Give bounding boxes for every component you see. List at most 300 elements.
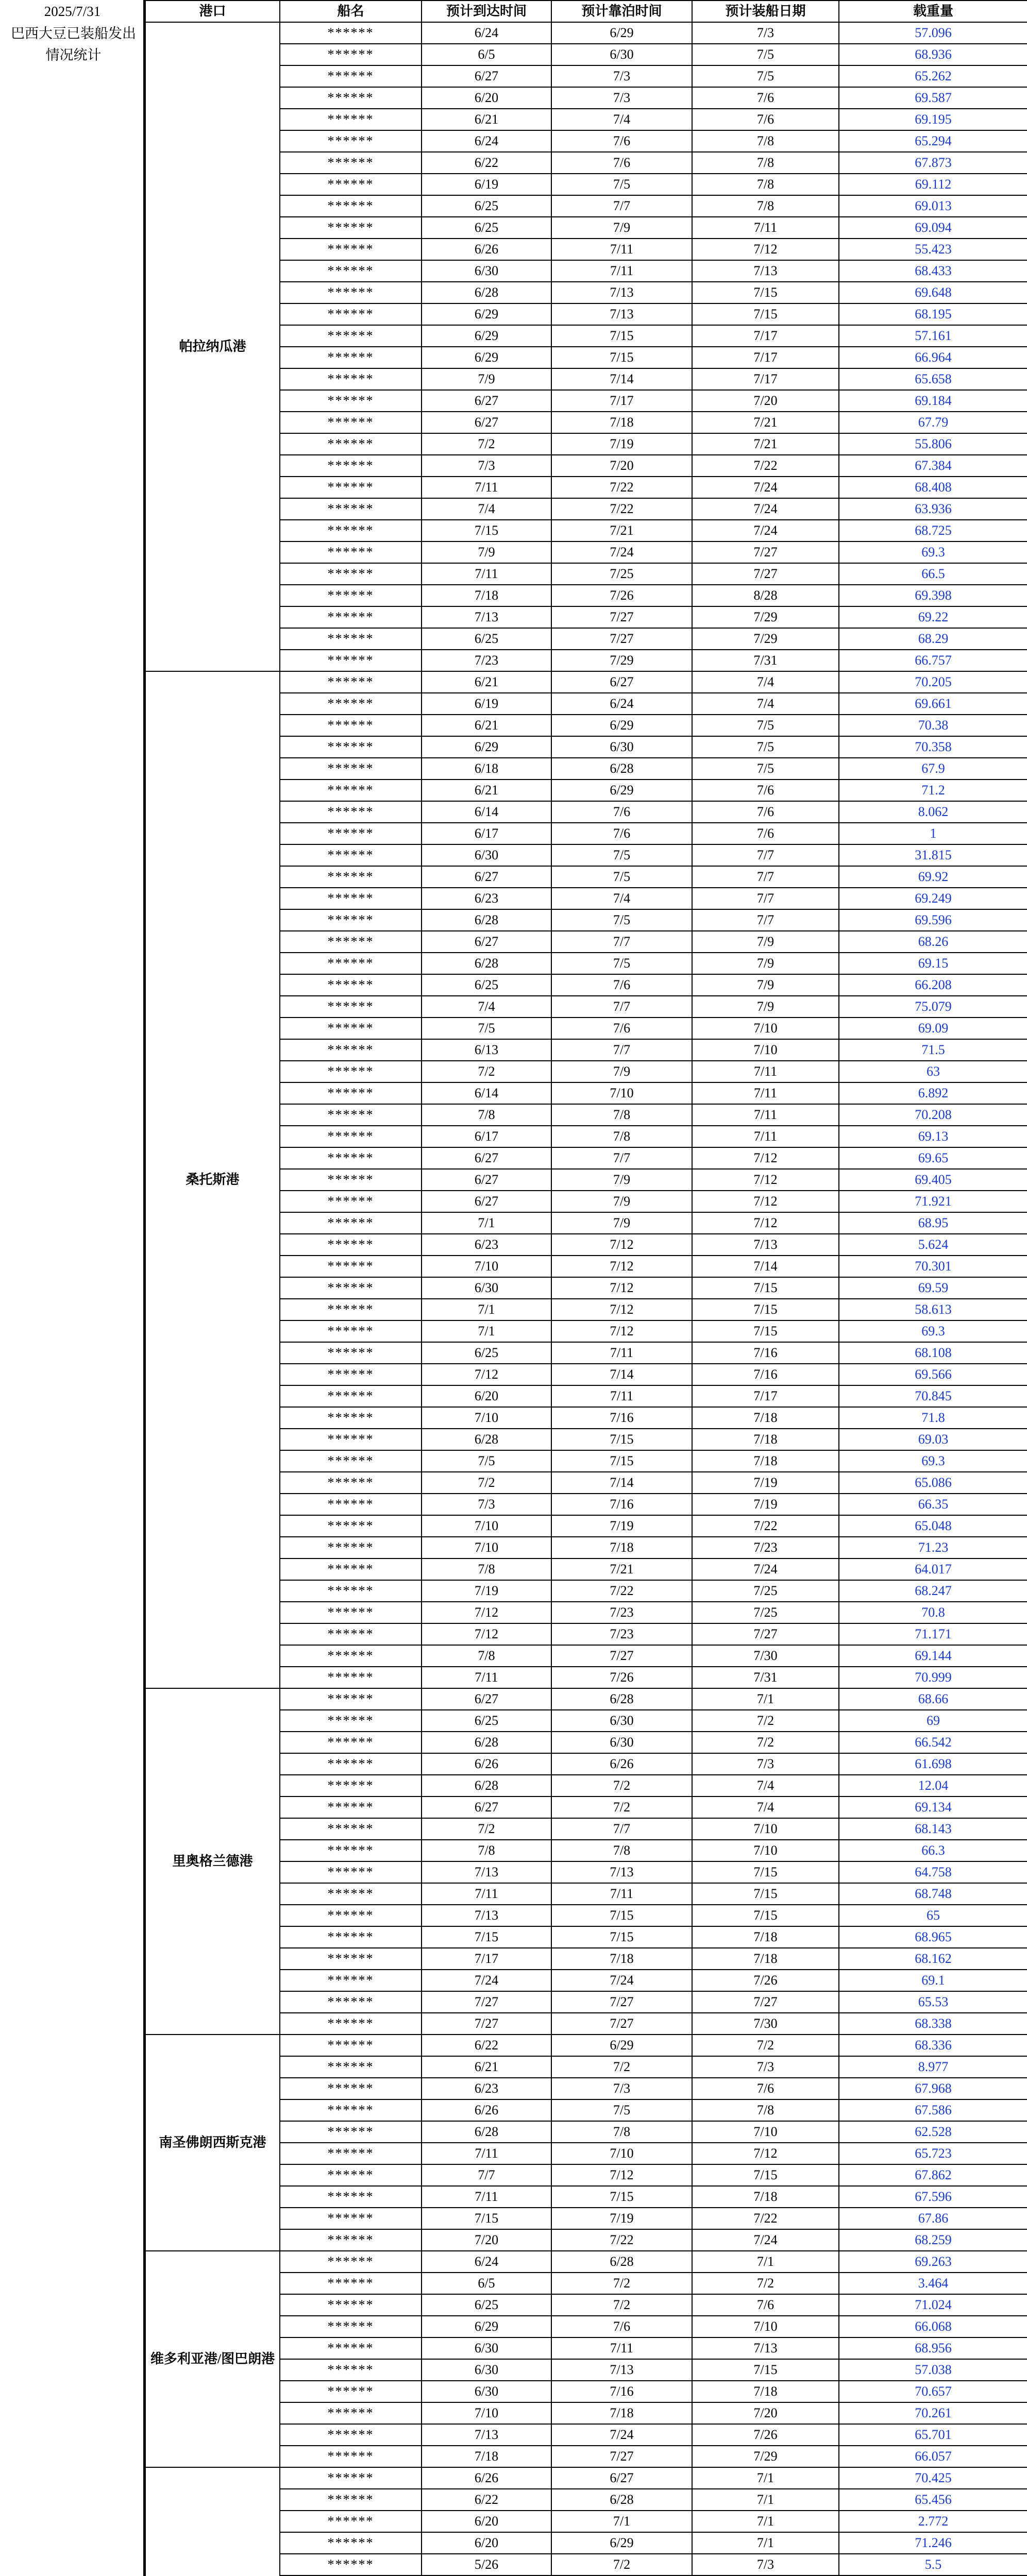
loading-date: 7/15 bbox=[692, 2164, 839, 2186]
report-date: 2025/7/31 bbox=[44, 4, 101, 19]
loading-date: 7/3 bbox=[692, 22, 839, 44]
arrival-date: 7/2 bbox=[422, 1472, 551, 1494]
berth-date: 7/13 bbox=[551, 282, 692, 303]
ship-name: ****** bbox=[280, 1861, 422, 1883]
loading-date: 7/24 bbox=[692, 2229, 839, 2251]
arrival-date: 7/2 bbox=[422, 433, 551, 455]
arrival-date: 7/2 bbox=[422, 1818, 551, 1840]
volume-value: 67.384 bbox=[839, 455, 1027, 477]
loading-date: 7/8 bbox=[692, 174, 839, 195]
loading-date: 7/6 bbox=[692, 109, 839, 130]
volume-value: 8.977 bbox=[839, 2056, 1027, 2078]
table-header-row bbox=[145, 1, 1027, 22]
arrival-date: 6/19 bbox=[422, 174, 551, 195]
loading-date: 7/12 bbox=[692, 1212, 839, 1234]
berth-date: 6/29 bbox=[551, 779, 692, 801]
arrival-date: 6/19 bbox=[422, 693, 551, 715]
berth-date: 7/6 bbox=[551, 1018, 692, 1039]
ship-name: ****** bbox=[280, 347, 422, 368]
loading-date: 7/9 bbox=[692, 953, 839, 974]
ship-name: ****** bbox=[280, 2208, 422, 2229]
berth-date: 7/8 bbox=[551, 1104, 692, 1126]
loading-date: 7/14 bbox=[692, 1256, 839, 1277]
arrival-date: 7/27 bbox=[422, 1991, 551, 2013]
berth-date: 7/11 bbox=[551, 239, 692, 260]
ship-name: ****** bbox=[280, 260, 422, 282]
berth-date: 7/27 bbox=[551, 2446, 692, 2467]
loading-date: 7/18 bbox=[692, 1948, 839, 1970]
arrival-date: 7/4 bbox=[422, 498, 551, 520]
volume-value: 69.263 bbox=[839, 2251, 1027, 2273]
volume-value: 69.587 bbox=[839, 87, 1027, 109]
berth-date: 7/16 bbox=[551, 2381, 692, 2402]
arrival-date: 5/26 bbox=[422, 2554, 551, 2575]
arrival-date: 6/29 bbox=[422, 347, 551, 368]
arrival-date: 7/8 bbox=[422, 1558, 551, 1580]
loading-date: 7/6 bbox=[692, 801, 839, 823]
loading-date: 7/6 bbox=[692, 2294, 839, 2316]
ship-name: ****** bbox=[280, 2294, 422, 2316]
volume-value: 5.5 bbox=[839, 2554, 1027, 2575]
volume-value: 69.03 bbox=[839, 1429, 1027, 1450]
volume-value: 67.9 bbox=[839, 758, 1027, 779]
volume-value: 65.048 bbox=[839, 1515, 1027, 1537]
header-arrival: 预计到达时间 bbox=[422, 1, 551, 22]
left-column bbox=[0, 0, 145, 2576]
berth-date: 7/15 bbox=[551, 325, 692, 347]
volume-value: 66.542 bbox=[839, 1732, 1027, 1753]
volume-value: 58.613 bbox=[839, 1299, 1027, 1320]
volume-value: 65.456 bbox=[839, 2489, 1027, 2511]
berth-date: 6/26 bbox=[551, 1753, 692, 1775]
arrival-date: 6/5 bbox=[422, 2273, 551, 2294]
arrival-date: 7/5 bbox=[422, 1018, 551, 1039]
arrival-date: 6/30 bbox=[422, 844, 551, 866]
volume-value: 68.336 bbox=[839, 2035, 1027, 2056]
volume-value: 69.92 bbox=[839, 866, 1027, 888]
loading-date: 7/6 bbox=[692, 823, 839, 844]
ship-name: ****** bbox=[280, 174, 422, 195]
loading-date: 7/15 bbox=[692, 282, 839, 303]
loading-date: 7/21 bbox=[692, 412, 839, 433]
arrival-date: 6/25 bbox=[422, 628, 551, 650]
berth-date: 7/17 bbox=[551, 390, 692, 412]
arrival-date: 7/15 bbox=[422, 2208, 551, 2229]
loading-date: 7/19 bbox=[692, 1472, 839, 1494]
loading-date: 7/11 bbox=[692, 1104, 839, 1126]
arrival-date: 6/27 bbox=[422, 1191, 551, 1212]
loading-date: 7/12 bbox=[692, 2143, 839, 2164]
arrival-date: 7/13 bbox=[422, 1905, 551, 1926]
volume-value: 69.112 bbox=[839, 174, 1027, 195]
volume-value: 69.144 bbox=[839, 1645, 1027, 1667]
loading-date: 7/25 bbox=[692, 1602, 839, 1623]
volume-value: 65.294 bbox=[839, 130, 1027, 152]
berth-date: 6/28 bbox=[551, 2251, 692, 2273]
berth-date: 7/26 bbox=[551, 585, 692, 606]
arrival-date: 6/20 bbox=[422, 2532, 551, 2554]
berth-date: 7/5 bbox=[551, 909, 692, 931]
ship-name: ****** bbox=[280, 195, 422, 217]
volume-value: 67.873 bbox=[839, 152, 1027, 174]
ship-name: ****** bbox=[280, 412, 422, 433]
volume-value: 68.95 bbox=[839, 1212, 1027, 1234]
ship-name: ****** bbox=[280, 2186, 422, 2208]
loading-date: 7/8 bbox=[692, 2099, 839, 2121]
volume-value: 68.108 bbox=[839, 1342, 1027, 1364]
ship-name: ****** bbox=[280, 1320, 422, 1342]
volume-value: 69.3 bbox=[839, 1450, 1027, 1472]
loading-date: 7/20 bbox=[692, 2402, 839, 2424]
berth-date: 7/2 bbox=[551, 2294, 692, 2316]
berth-date: 7/24 bbox=[551, 1970, 692, 1991]
loading-date: 7/7 bbox=[692, 909, 839, 931]
volume-value: 69.1 bbox=[839, 1970, 1027, 1991]
ship-name: ****** bbox=[280, 715, 422, 736]
ship-name: ****** bbox=[280, 866, 422, 888]
berth-date: 7/12 bbox=[551, 2164, 692, 2186]
berth-date: 7/6 bbox=[551, 974, 692, 996]
berth-date: 7/9 bbox=[551, 1061, 692, 1082]
berth-date: 7/1 bbox=[551, 2511, 692, 2532]
loading-date: 7/24 bbox=[692, 520, 839, 541]
volume-value: 67.586 bbox=[839, 2099, 1027, 2121]
loading-date: 7/17 bbox=[692, 1385, 839, 1407]
volume-value: 66.964 bbox=[839, 347, 1027, 368]
ship-name: ****** bbox=[280, 801, 422, 823]
ship-name: ****** bbox=[280, 1667, 422, 1688]
loading-date: 7/17 bbox=[692, 347, 839, 368]
ship-name: ****** bbox=[280, 1970, 422, 1991]
volume-value: 70.358 bbox=[839, 736, 1027, 758]
arrival-date: 7/9 bbox=[422, 541, 551, 563]
arrival-date: 6/25 bbox=[422, 217, 551, 239]
volume-value: 5.624 bbox=[839, 1234, 1027, 1256]
berth-date: 7/7 bbox=[551, 1147, 692, 1169]
arrival-date: 7/19 bbox=[422, 1580, 551, 1602]
loading-date: 7/18 bbox=[692, 1450, 839, 1472]
arrival-date: 7/11 bbox=[422, 477, 551, 498]
arrival-date: 7/18 bbox=[422, 585, 551, 606]
ship-name: ****** bbox=[280, 1212, 422, 1234]
loading-date: 7/22 bbox=[692, 2208, 839, 2229]
berth-date: 7/11 bbox=[551, 2337, 692, 2359]
ship-name: ****** bbox=[280, 368, 422, 390]
loading-date: 7/2 bbox=[692, 1732, 839, 1753]
ship-name: ****** bbox=[280, 1688, 422, 1710]
ship-name: ****** bbox=[280, 2489, 422, 2511]
volume-value: 70.845 bbox=[839, 1385, 1027, 1407]
loading-date: 7/18 bbox=[692, 1429, 839, 1450]
arrival-date: 7/17 bbox=[422, 1948, 551, 1970]
loading-date: 7/9 bbox=[692, 996, 839, 1018]
loading-date: 7/5 bbox=[692, 44, 839, 65]
arrival-date: 6/28 bbox=[422, 1732, 551, 1753]
arrival-date: 6/18 bbox=[422, 758, 551, 779]
berth-date: 7/25 bbox=[551, 563, 692, 585]
arrival-date: 6/30 bbox=[422, 2359, 551, 2381]
volume-value: 66.208 bbox=[839, 974, 1027, 996]
loading-date: 7/6 bbox=[692, 87, 839, 109]
arrival-date: 6/26 bbox=[422, 2467, 551, 2489]
arrival-date: 6/27 bbox=[422, 1169, 551, 1191]
loading-date: 7/8 bbox=[692, 152, 839, 174]
arrival-date: 6/30 bbox=[422, 2337, 551, 2359]
loading-date: 7/13 bbox=[692, 260, 839, 282]
volume-value: 68.66 bbox=[839, 1688, 1027, 1710]
berth-date: 7/13 bbox=[551, 2359, 692, 2381]
arrival-date: 6/23 bbox=[422, 2078, 551, 2099]
volume-value: 71.8 bbox=[839, 1407, 1027, 1429]
port-name: 帕拉纳瓜港 bbox=[145, 22, 280, 671]
loading-date: 7/1 bbox=[692, 2489, 839, 2511]
volume-value: 65.701 bbox=[839, 2424, 1027, 2446]
berth-date: 7/7 bbox=[551, 931, 692, 953]
ship-name: ****** bbox=[280, 1018, 422, 1039]
ship-name: ****** bbox=[280, 1948, 422, 1970]
loading-date: 7/4 bbox=[692, 671, 839, 693]
ship-name: ****** bbox=[280, 628, 422, 650]
arrival-date: 7/15 bbox=[422, 1926, 551, 1948]
volume-value: 64.758 bbox=[839, 1861, 1027, 1883]
volume-value: 71.2 bbox=[839, 779, 1027, 801]
volume-value: 64.017 bbox=[839, 1558, 1027, 1580]
volume-value: 71.171 bbox=[839, 1623, 1027, 1645]
port-name: 里奥格兰德港 bbox=[145, 1688, 280, 2035]
berth-date: 7/15 bbox=[551, 1926, 692, 1948]
ship-name: ****** bbox=[280, 130, 422, 152]
ship-name: ****** bbox=[280, 2511, 422, 2532]
volume-value: 66.5 bbox=[839, 563, 1027, 585]
volume-value: 70.261 bbox=[839, 2402, 1027, 2424]
table-row bbox=[145, 22, 1027, 44]
loading-date: 7/13 bbox=[692, 2337, 839, 2359]
loading-date: 7/18 bbox=[692, 2381, 839, 2402]
berth-date: 7/11 bbox=[551, 1342, 692, 1364]
ship-name: ****** bbox=[280, 1472, 422, 1494]
berth-date: 7/9 bbox=[551, 1169, 692, 1191]
berth-date: 6/30 bbox=[551, 1732, 692, 1753]
volume-value: 8.062 bbox=[839, 801, 1027, 823]
arrival-date: 6/21 bbox=[422, 715, 551, 736]
ship-name: ****** bbox=[280, 779, 422, 801]
loading-date: 7/12 bbox=[692, 1191, 839, 1212]
berth-date: 7/27 bbox=[551, 628, 692, 650]
arrival-date: 7/8 bbox=[422, 1104, 551, 1126]
loading-date: 7/12 bbox=[692, 1169, 839, 1191]
loading-date: 7/27 bbox=[692, 1623, 839, 1645]
arrival-date: 6/24 bbox=[422, 2251, 551, 2273]
volume-value: 57.038 bbox=[839, 2359, 1027, 2381]
ship-name: ****** bbox=[280, 2402, 422, 2424]
berth-date: 7/18 bbox=[551, 1948, 692, 1970]
loading-date: 7/3 bbox=[692, 2056, 839, 2078]
loading-date: 7/18 bbox=[692, 2186, 839, 2208]
loading-date: 7/11 bbox=[692, 1126, 839, 1147]
volume-value: 67.968 bbox=[839, 2078, 1027, 2099]
ship-name: ****** bbox=[280, 671, 422, 693]
ship-name: ****** bbox=[280, 2316, 422, 2337]
arrival-date: 6/25 bbox=[422, 195, 551, 217]
ship-name: ****** bbox=[280, 909, 422, 931]
berth-date: 7/22 bbox=[551, 1580, 692, 1602]
volume-value: 67.596 bbox=[839, 2186, 1027, 2208]
berth-date: 7/16 bbox=[551, 1494, 692, 1515]
ship-name: ****** bbox=[280, 1364, 422, 1385]
ship-name: ****** bbox=[280, 1191, 422, 1212]
berth-date: 7/12 bbox=[551, 1256, 692, 1277]
ship-name: ****** bbox=[280, 520, 422, 541]
berth-date: 7/7 bbox=[551, 1818, 692, 1840]
berth-date: 7/10 bbox=[551, 2143, 692, 2164]
ship-name: ****** bbox=[280, 996, 422, 1018]
volume-value: 55.423 bbox=[839, 239, 1027, 260]
header-volume: 载重量 bbox=[839, 1, 1027, 22]
loading-date: 7/20 bbox=[692, 390, 839, 412]
arrival-date: 6/23 bbox=[422, 1234, 551, 1256]
loading-date: 7/2 bbox=[692, 2035, 839, 2056]
arrival-date: 7/10 bbox=[422, 1407, 551, 1429]
berth-date: 6/28 bbox=[551, 1688, 692, 1710]
ship-name: ****** bbox=[280, 606, 422, 628]
arrival-date: 6/26 bbox=[422, 2099, 551, 2121]
arrival-date: 7/3 bbox=[422, 1494, 551, 1515]
volume-value: 68.965 bbox=[839, 1926, 1027, 1948]
arrival-date: 6/27 bbox=[422, 390, 551, 412]
berth-date: 7/2 bbox=[551, 1797, 692, 1818]
berth-date: 7/4 bbox=[551, 888, 692, 909]
berth-date: 7/27 bbox=[551, 606, 692, 628]
arrival-date: 6/29 bbox=[422, 2316, 551, 2337]
ship-name: ****** bbox=[280, 1104, 422, 1126]
berth-date: 7/22 bbox=[551, 477, 692, 498]
header-port: 港口 bbox=[145, 1, 280, 22]
loading-date: 7/3 bbox=[692, 1753, 839, 1775]
table-row bbox=[145, 1688, 1027, 1710]
arrival-date: 6/22 bbox=[422, 2489, 551, 2511]
volume-value: 68.338 bbox=[839, 2013, 1027, 2035]
loading-date: 7/15 bbox=[692, 1299, 839, 1320]
volume-value: 68.748 bbox=[839, 1883, 1027, 1905]
ship-name: ****** bbox=[280, 563, 422, 585]
arrival-date: 7/1 bbox=[422, 1212, 551, 1234]
arrival-date: 7/9 bbox=[422, 368, 551, 390]
arrival-date: 6/28 bbox=[422, 2121, 551, 2143]
ship-name: ****** bbox=[280, 585, 422, 606]
arrival-date: 6/30 bbox=[422, 260, 551, 282]
volume-value: 65.262 bbox=[839, 65, 1027, 87]
berth-date: 7/9 bbox=[551, 1191, 692, 1212]
ship-name: ****** bbox=[280, 1645, 422, 1667]
volume-value: 70.8 bbox=[839, 1602, 1027, 1623]
loading-date: 7/12 bbox=[692, 239, 839, 260]
arrival-date: 6/27 bbox=[422, 1147, 551, 1169]
berth-date: 7/12 bbox=[551, 1277, 692, 1299]
berth-date: 7/2 bbox=[551, 2554, 692, 2575]
loading-date: 7/27 bbox=[692, 1991, 839, 2013]
volume-value: 65.658 bbox=[839, 368, 1027, 390]
arrival-date: 6/13 bbox=[422, 1039, 551, 1061]
ship-name: ****** bbox=[280, 65, 422, 87]
loading-date: 7/10 bbox=[692, 1818, 839, 1840]
loading-date: 7/17 bbox=[692, 368, 839, 390]
ship-name: ****** bbox=[280, 1515, 422, 1537]
berth-date: 7/12 bbox=[551, 1234, 692, 1256]
ship-name: ****** bbox=[280, 1602, 422, 1623]
ship-name: ****** bbox=[280, 2035, 422, 2056]
ship-name: ****** bbox=[280, 303, 422, 325]
ship-name: ****** bbox=[280, 1299, 422, 1320]
berth-date: 7/4 bbox=[551, 109, 692, 130]
loading-date: 8/28 bbox=[692, 585, 839, 606]
arrival-date: 7/11 bbox=[422, 1883, 551, 1905]
ship-name: ****** bbox=[280, 1494, 422, 1515]
arrival-date: 6/17 bbox=[422, 823, 551, 844]
arrival-date: 7/2 bbox=[422, 1061, 551, 1082]
arrival-date: 7/3 bbox=[422, 455, 551, 477]
ship-name: ****** bbox=[280, 1342, 422, 1364]
berth-date: 7/12 bbox=[551, 1320, 692, 1342]
ship-name: ****** bbox=[280, 1147, 422, 1169]
ship-name: ****** bbox=[280, 2078, 422, 2099]
berth-date: 7/8 bbox=[551, 1126, 692, 1147]
berth-date: 7/9 bbox=[551, 1212, 692, 1234]
volume-value: 69.15 bbox=[839, 953, 1027, 974]
arrival-date: 6/14 bbox=[422, 1082, 551, 1104]
arrival-date: 6/25 bbox=[422, 974, 551, 996]
loading-date: 7/5 bbox=[692, 758, 839, 779]
ship-name: ****** bbox=[280, 736, 422, 758]
berth-date: 7/26 bbox=[551, 1667, 692, 1688]
arrival-date: 6/28 bbox=[422, 1429, 551, 1450]
ship-name: ****** bbox=[280, 152, 422, 174]
berth-date: 7/29 bbox=[551, 650, 692, 671]
volume-value: 69.013 bbox=[839, 195, 1027, 217]
berth-date: 6/30 bbox=[551, 44, 692, 65]
berth-date: 7/3 bbox=[551, 2078, 692, 2099]
arrival-date: 6/17 bbox=[422, 1126, 551, 1147]
volume-value: 65 bbox=[839, 1905, 1027, 1926]
volume-value: 69.65 bbox=[839, 1147, 1027, 1169]
port-name bbox=[145, 2467, 280, 2576]
ship-name: ****** bbox=[280, 1407, 422, 1429]
loading-date: 7/16 bbox=[692, 1364, 839, 1385]
ship-name: ****** bbox=[280, 2251, 422, 2273]
arrival-date: 7/1 bbox=[422, 1299, 551, 1320]
table-body bbox=[145, 22, 1027, 2576]
arrival-date: 7/18 bbox=[422, 2446, 551, 2467]
ship-name: ****** bbox=[280, 498, 422, 520]
loading-date: 7/27 bbox=[692, 541, 839, 563]
arrival-date: 7/8 bbox=[422, 1840, 551, 1861]
berth-date: 7/15 bbox=[551, 1450, 692, 1472]
loading-date: 7/24 bbox=[692, 498, 839, 520]
berth-date: 7/27 bbox=[551, 2013, 692, 2035]
ship-name: ****** bbox=[280, 844, 422, 866]
volume-value: 70.425 bbox=[839, 2467, 1027, 2489]
berth-date: 6/24 bbox=[551, 693, 692, 715]
arrival-date: 6/27 bbox=[422, 1688, 551, 1710]
ship-name: ****** bbox=[280, 888, 422, 909]
ship-name: ****** bbox=[280, 1039, 422, 1061]
berth-date: 6/27 bbox=[551, 2467, 692, 2489]
port-name: 南圣佛朗西斯克港 bbox=[145, 2035, 280, 2251]
berth-date: 7/11 bbox=[551, 1883, 692, 1905]
berth-date: 7/22 bbox=[551, 2229, 692, 2251]
loading-date: 7/4 bbox=[692, 693, 839, 715]
loading-date: 7/8 bbox=[692, 130, 839, 152]
loading-date: 7/9 bbox=[692, 931, 839, 953]
